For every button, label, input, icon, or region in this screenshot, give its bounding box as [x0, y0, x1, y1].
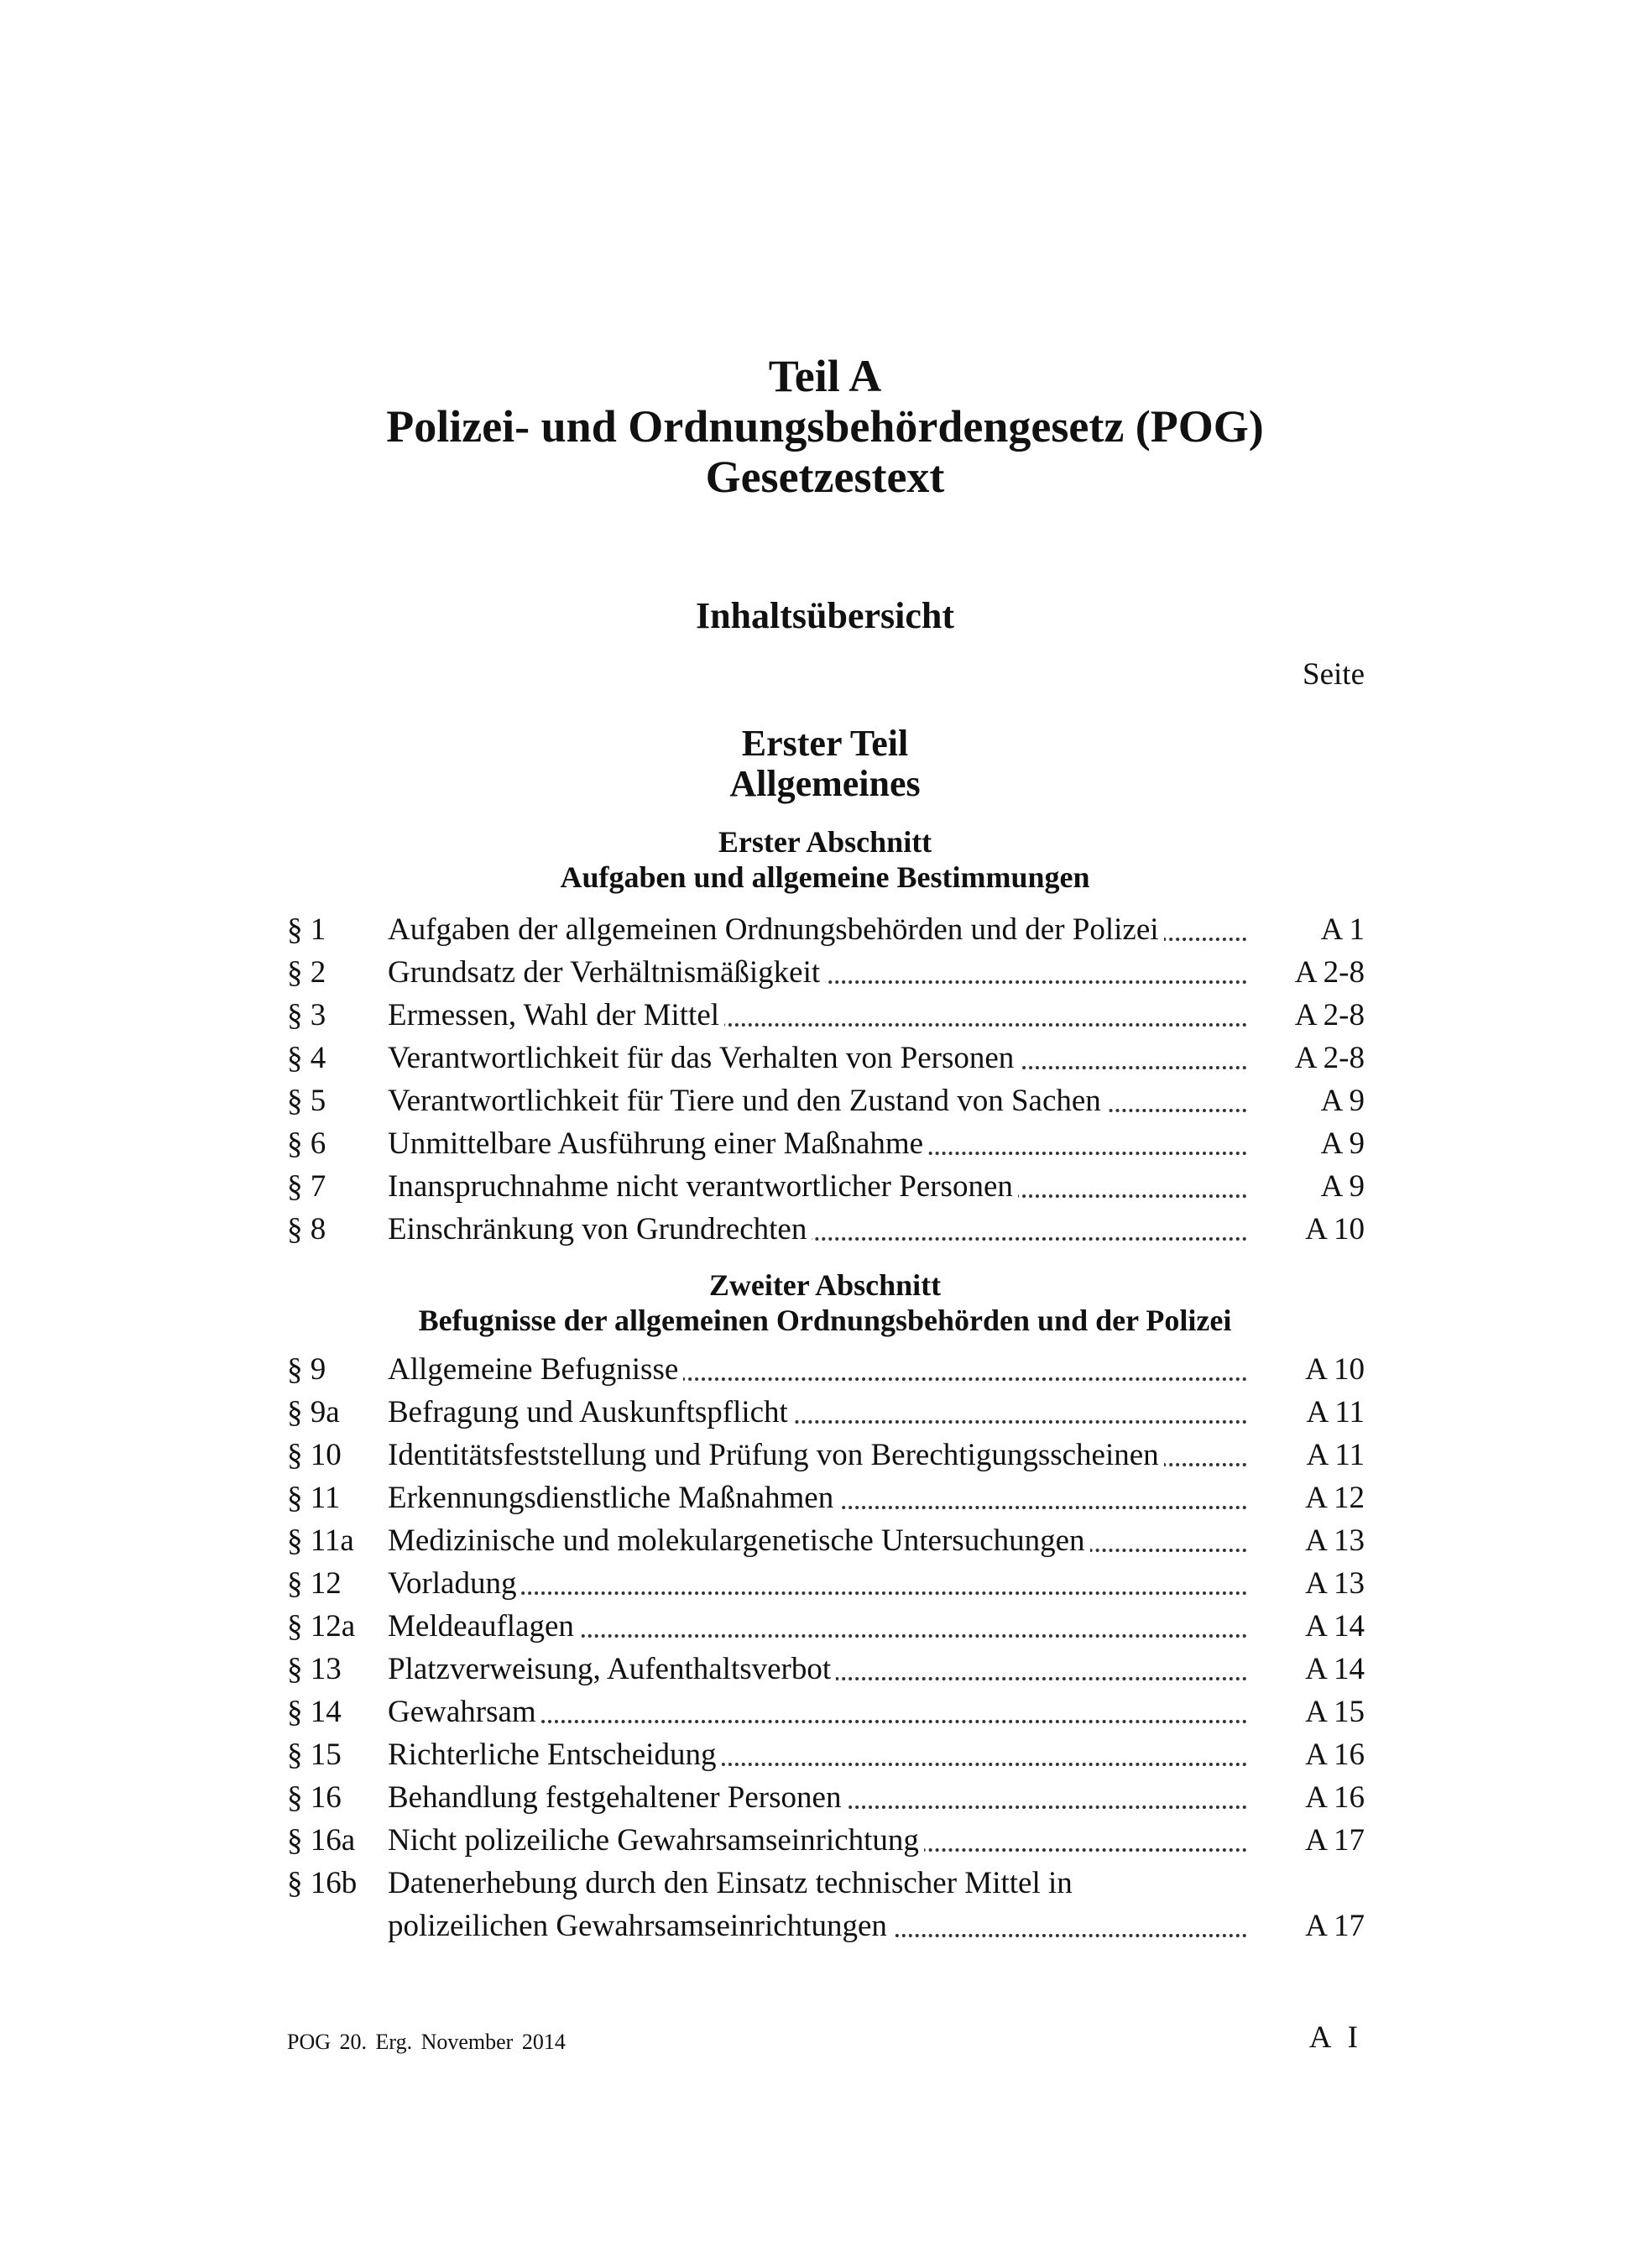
- toc-entry-title: Meldeauflagen: [388, 1609, 579, 1644]
- toc-entry-title: Richterliche Entscheidung: [388, 1738, 721, 1772]
- toc-entry-title: Identitätsfeststellung und Prüfung von Berechtigungsscheinen: [388, 1438, 1164, 1472]
- toc-entry-title-wrap: [388, 1079, 1247, 1122]
- toc-entry-title: Inanspruchnahme nicht verantwortlicher Personen: [388, 1169, 1018, 1204]
- toc-entry: [287, 951, 1365, 994]
- toc-entry-number: § 16a: [287, 1823, 356, 1858]
- toc-entry-title-wrap: [388, 1862, 1247, 1947]
- toc-entry-number: § 2: [287, 955, 326, 990]
- toc-entry-page: A 13: [1305, 1566, 1365, 1601]
- toc-entry: [287, 1434, 1365, 1476]
- toc-entry-title-wrap: [388, 1562, 1247, 1605]
- toc-entry: [287, 994, 1365, 1037]
- toc-entry-number: § 8: [287, 1212, 326, 1246]
- toc-entry-number: § 16: [287, 1780, 342, 1815]
- toc-entry-page: A 16: [1305, 1780, 1365, 1815]
- toc-entry-title: Erkennungsdienstliche Maßnahmen: [388, 1481, 838, 1515]
- title-line-2: Polizei- und Ordnungsbehördengesetz (POG): [386, 401, 1264, 452]
- toc-entry-page: A 2-8: [1294, 955, 1365, 990]
- toc-entry: [287, 1733, 1365, 1776]
- toc-entry-page: A 14: [1305, 1609, 1365, 1644]
- toc-entry: [287, 1562, 1365, 1605]
- section-heading-2-line-1: Zweiter Abschnitt: [708, 1268, 942, 1302]
- toc-entry-title-wrap: [388, 1037, 1247, 1079]
- toc-entry-page: A 14: [1305, 1652, 1365, 1686]
- toc-entry-title: Medizinische und molekulargenetische Untersuchungen: [388, 1523, 1090, 1558]
- toc-list-section-1: [287, 908, 1365, 1251]
- toc-entry-number: § 16b: [287, 1866, 358, 1900]
- toc-entry-title: Ermessen, Wahl der Mittel: [388, 998, 724, 1032]
- part-heading: [0, 724, 1650, 804]
- toc-entry-title: Gewahrsam: [388, 1695, 541, 1729]
- section-heading-1-line-2: Aufgaben und allgemeine Bestimmungen: [560, 860, 1090, 894]
- page-title: [0, 351, 1650, 502]
- toc-entry: [287, 1776, 1365, 1819]
- toc-entry: [287, 1691, 1365, 1733]
- toc-entry-title: Nicht polizeiliche Gewahrsamseinrichtung: [388, 1823, 924, 1858]
- toc-entry-title: Grundsatz der Verhältnismäßigkeit: [388, 955, 825, 990]
- toc-entry: [287, 1476, 1365, 1519]
- toc-entry-number: § 4: [287, 1041, 326, 1075]
- title-line-3: Gesetzestext: [705, 452, 945, 502]
- page-column-label: Seite: [1303, 657, 1365, 692]
- toc-entry-title-line-2-wrap: [388, 1905, 1247, 1947]
- toc-entry-title: Befragung und Auskunftspflicht: [388, 1395, 793, 1429]
- toc-entry: [287, 1037, 1365, 1079]
- toc-title: Inhaltsübersicht: [695, 595, 955, 636]
- toc-entry-number: § 10: [287, 1438, 342, 1472]
- toc-entry-title: Allgemeine Befugnisse: [388, 1352, 683, 1387]
- toc-list-section-2: [287, 1348, 1365, 1947]
- toc-entry-title-line-2: polizeilichen Gewahrsamseinrichtungen: [388, 1909, 892, 1943]
- toc-entry-number: § 9: [287, 1352, 326, 1387]
- section-heading-1-line-1: Erster Abschnitt: [718, 825, 932, 859]
- toc-entry-number: § 9a: [287, 1395, 340, 1429]
- toc-entry: [287, 1519, 1365, 1562]
- toc-entry-title: Einschränkung von Grundrechten: [388, 1212, 812, 1246]
- toc-entry-title: Verantwortlichkeit für das Verhalten von Personen: [388, 1041, 1019, 1075]
- toc-entry-number: § 3: [287, 998, 326, 1032]
- toc-entry: [287, 1605, 1365, 1648]
- toc-entry-title-wrap: [388, 1348, 1247, 1391]
- toc-entry: [287, 908, 1365, 951]
- toc-entry-number: § 5: [287, 1084, 326, 1118]
- toc-entry-title-wrap: [388, 951, 1247, 994]
- toc-entry: [287, 1165, 1365, 1208]
- toc-entry: [287, 1348, 1365, 1391]
- toc-entry-title-wrap: [388, 1519, 1247, 1562]
- toc-entry-title-wrap: [388, 1648, 1247, 1691]
- toc-entry-title-line-1: Datenerhebung durch den Einsatz technischer Mittel in: [388, 1866, 1073, 1900]
- toc-entry-title-wrap: [388, 1208, 1247, 1251]
- toc-entry-title: Behandlung festgehaltener Personen: [388, 1780, 846, 1815]
- section-heading-1: [0, 824, 1650, 895]
- toc-entry-number: § 7: [287, 1169, 326, 1204]
- toc-entry-title-wrap: [388, 1165, 1247, 1208]
- section-heading-2-line-2: Befugnisse der allgemeinen Ordnungsbehörden und der Polizei: [418, 1304, 1232, 1337]
- toc-entry-title-wrap: [388, 1476, 1247, 1519]
- section-heading-2: [0, 1267, 1650, 1338]
- toc-entry: [287, 1122, 1365, 1165]
- toc-entry-number: § 11: [287, 1481, 341, 1515]
- toc-entry-page: A 13: [1305, 1523, 1365, 1558]
- toc-entry-page: A 10: [1305, 1212, 1365, 1246]
- toc-entry-title-wrap: [388, 1391, 1247, 1434]
- toc-entry-title-wrap: [388, 1819, 1247, 1862]
- toc-entry-page: A 10: [1305, 1352, 1365, 1387]
- toc-entry-title-wrap: [388, 1691, 1247, 1733]
- toc-entry-title-wrap: [388, 908, 1247, 951]
- toc-entry: [287, 1862, 1365, 1947]
- toc-entry-number: § 13: [287, 1652, 342, 1686]
- toc-entry-number: § 12: [287, 1566, 342, 1601]
- toc-entry: [287, 1391, 1365, 1434]
- part-heading-line-1: Erster Teil: [741, 723, 909, 764]
- toc-entry-number: § 12a: [287, 1609, 356, 1644]
- toc-entry-title-wrap: [388, 1776, 1247, 1819]
- toc-entry-title: Unmittelbare Ausführung einer Maßnahme: [388, 1126, 928, 1161]
- toc-entry-number: § 1: [287, 912, 326, 947]
- toc-entry-page: A 11: [1306, 1438, 1365, 1472]
- toc-entry-page: A 9: [1320, 1126, 1365, 1161]
- toc-entry: [287, 1648, 1365, 1691]
- toc-entry-title: Vorladung: [388, 1566, 521, 1601]
- toc-entry-title-wrap: [388, 1605, 1247, 1648]
- toc-entry-number: § 11a: [287, 1523, 354, 1558]
- toc-entry-page: A 17: [1305, 1909, 1365, 1943]
- toc-entry-page: A 12: [1305, 1481, 1365, 1515]
- toc-entry-page: A 1: [1320, 912, 1365, 947]
- toc-entry-title-wrap: [388, 1434, 1247, 1476]
- footer-page-number: A I: [1308, 2020, 1363, 2055]
- toc-entry-title-wrap: [388, 1122, 1247, 1165]
- toc-entry-page: A 2-8: [1294, 998, 1365, 1032]
- toc-entry-number: § 6: [287, 1126, 326, 1161]
- toc-entry-title-wrap: [388, 1733, 1247, 1776]
- toc-entry-page: A 16: [1305, 1738, 1365, 1772]
- title-line-1: Teil A: [768, 351, 882, 401]
- toc-entry-number: § 14: [287, 1695, 342, 1729]
- toc-entry-page: A 17: [1305, 1823, 1365, 1858]
- toc-entry-page: A 15: [1305, 1695, 1365, 1729]
- toc-entry-number: § 15: [287, 1738, 342, 1772]
- toc-entry-title: Aufgaben der allgemeinen Ordnungsbehörden und der Polizei: [388, 912, 1164, 947]
- toc-entry-title: Platzverweisung, Aufenthaltsverbot: [388, 1652, 836, 1686]
- toc-entry: [287, 1079, 1365, 1122]
- toc-entry-title: Verantwortlichkeit für Tiere und den Zustand von Sachen: [388, 1084, 1106, 1118]
- toc-entry: [287, 1819, 1365, 1862]
- toc-entry-page: A 11: [1306, 1395, 1365, 1429]
- toc-entry-title-wrap: [388, 994, 1247, 1037]
- toc-entry-page: A 9: [1320, 1169, 1365, 1204]
- toc-entry: [287, 1208, 1365, 1251]
- footer-edition: POG 20. Erg. November 2014: [287, 2030, 566, 2054]
- toc-entry-page: A 9: [1320, 1084, 1365, 1118]
- part-heading-line-2: Allgemeines: [729, 763, 921, 804]
- toc-entry-page: A 2-8: [1294, 1041, 1365, 1075]
